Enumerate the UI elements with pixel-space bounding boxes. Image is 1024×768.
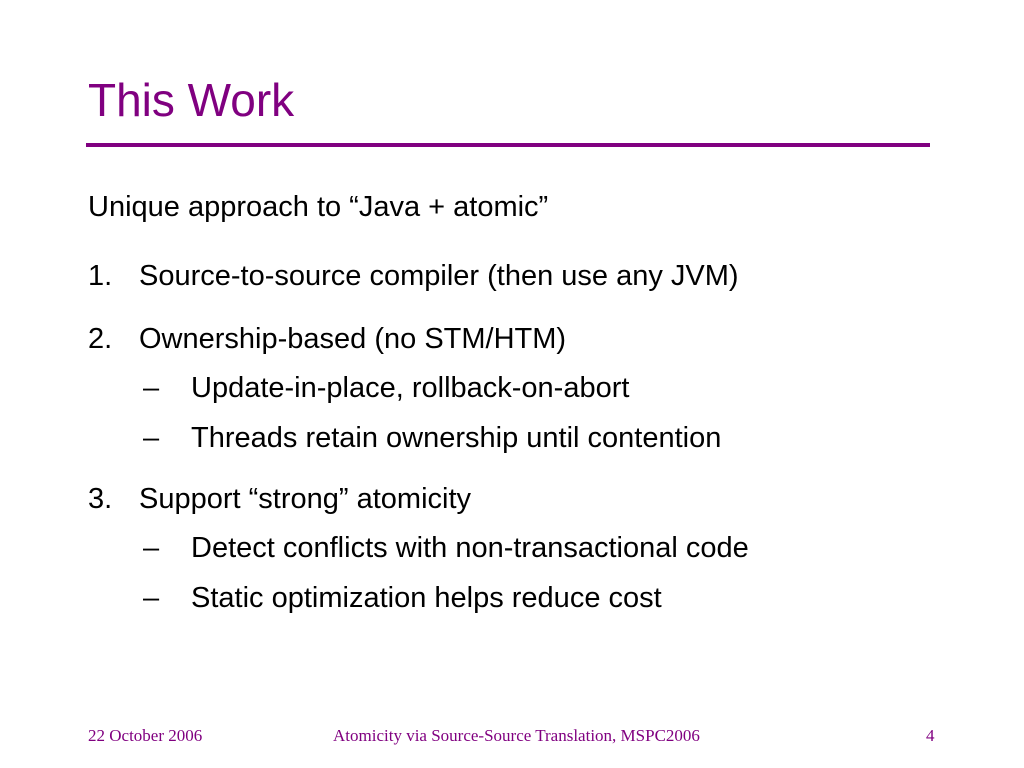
list-item-text: Ownership-based (no STM/HTM) bbox=[139, 323, 567, 355]
list-item-text: Source-to-source compiler (then use any JVM) bbox=[139, 260, 739, 292]
sub-item-text: Update-in-place, rollback-on-abort bbox=[191, 372, 630, 404]
list-item-number: 1. bbox=[88, 260, 113, 292]
sub-item-dash: – bbox=[143, 422, 160, 454]
footer-date: 22 October 2006 bbox=[88, 726, 203, 745]
sub-item-text: Static optimization helps reduce cost bbox=[191, 582, 662, 614]
list-item-text: Support “strong” atomicity bbox=[139, 483, 472, 515]
slide-title: This Work bbox=[88, 74, 295, 126]
sub-item-dash: – bbox=[143, 372, 160, 404]
intro-text: Unique approach to “Java + atomic” bbox=[88, 191, 549, 223]
footer-title: Atomicity via Source-Source Translation, MSPC2006 bbox=[333, 726, 700, 745]
title-divider bbox=[86, 143, 930, 147]
sub-item-text: Threads retain ownership until contention bbox=[191, 422, 722, 454]
sub-item-text: Detect conflicts with non-transactional code bbox=[191, 532, 749, 564]
list-item-number: 2. bbox=[88, 323, 113, 355]
list-item-number: 3. bbox=[88, 483, 113, 515]
sub-item-dash: – bbox=[143, 532, 160, 564]
sub-item-dash: – bbox=[143, 582, 160, 614]
page-number: 4 bbox=[926, 726, 935, 745]
